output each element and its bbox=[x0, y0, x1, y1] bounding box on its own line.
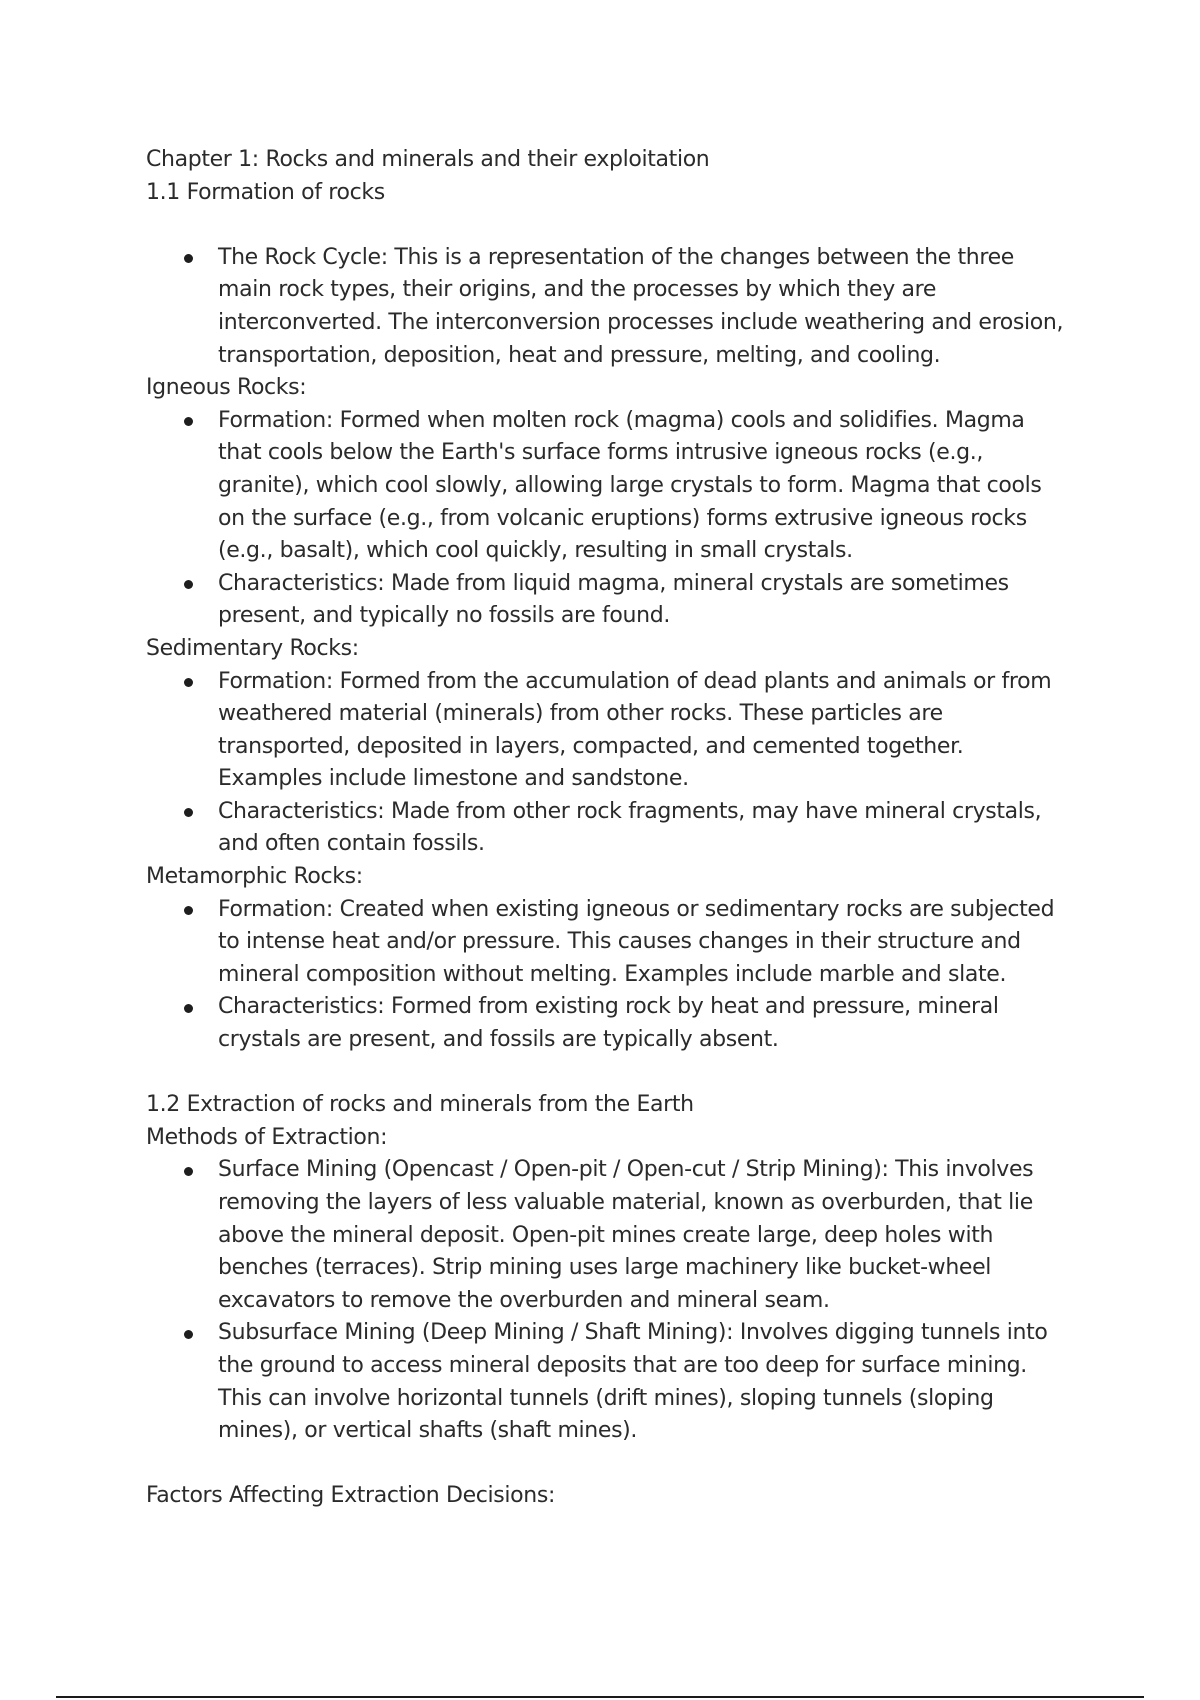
sedimentary-characteristics-item: Characteristics: Made from other rock fragments, may have mineral crystals, and often contain fossils. bbox=[218, 796, 1066, 861]
sedimentary-heading: Sedimentary Rocks: bbox=[146, 635, 359, 661]
extraction-methods-list bbox=[146, 1154, 1066, 1447]
spacer bbox=[146, 1448, 1066, 1481]
section-1-2-heading: 1.2 Extraction of rocks and minerals from the Earth bbox=[146, 1092, 694, 1118]
igneous-heading: Igneous Rocks: bbox=[146, 375, 307, 401]
spacer bbox=[146, 1057, 1066, 1090]
rock-cycle-list bbox=[146, 242, 1066, 372]
metamorphic-formation-item: Formation: Created when existing igneous or sedimentary rocks are subjected to intense heat and/or pressure. This causes changes in their structure and mineral composition without melting. Examples include marble and slate. bbox=[218, 894, 1066, 992]
metamorphic-characteristics-item: Characteristics: Formed from existing rock by heat and pressure, mineral crystals are present, and fossils are typically absent. bbox=[218, 991, 1066, 1056]
igneous-formation-item: Formation: Formed when molten rock (magma) cools and solidifies. Magma that cools below the Earth's surface forms intrusive igneous rocks (e.g., granite), which cool slowly, allowing large crystals to form. Magma that cools on the surface (e.g., from volcanic eruptions) forms extrusive igneous rocks (e.g., basalt), which cool quickly, resulting in small crystals. bbox=[218, 405, 1066, 568]
section-1-1-heading: 1.1 Formation of rocks bbox=[146, 179, 385, 205]
igneous-list bbox=[146, 405, 1066, 633]
surface-mining-item: Surface Mining (Opencast / Open-pit / Open-cut / Strip Mining): This involves removing the layers of less valuable material, known as overburden, that lie above the mineral deposit. Open-pit mines create large, deep holes with benches (terraces). Strip mining uses large machinery like bucket-wheel excavators to remove the overburden and mineral seam. bbox=[218, 1154, 1066, 1317]
factors-heading: Factors Affecting Extraction Decisions: bbox=[146, 1483, 556, 1509]
subsurface-mining-item: Subsurface Mining (Deep Mining / Shaft Mining): Involves digging tunnels into the ground to access mineral deposits that are too deep for surface mining. This can involve horizontal tunnels (drift mines), sloping tunnels (sloping mines), or vertical shafts (shaft mines). bbox=[218, 1317, 1066, 1447]
sedimentary-list bbox=[146, 666, 1066, 862]
metamorphic-list bbox=[146, 894, 1066, 1057]
spacer bbox=[146, 209, 1066, 242]
igneous-characteristics-item: Characteristics: Made from liquid magma, mineral crystals are sometimes present, and typically no fossils are found. bbox=[218, 568, 1066, 633]
document-page bbox=[146, 144, 1066, 1513]
sedimentary-formation-item: Formation: Formed from the accumulation of dead plants and animals or from weathered material (minerals) from other rocks. These particles are transported, deposited in layers, compacted, and cemented together. Examples include limestone and sandstone. bbox=[218, 666, 1066, 796]
metamorphic-heading: Metamorphic Rocks: bbox=[146, 864, 363, 890]
chapter-title: Chapter 1: Rocks and minerals and their exploitation bbox=[146, 147, 710, 172]
rock-cycle-item: The Rock Cycle: This is a representation of the changes between the three main rock types, their origins, and the processes by which they are interconverted. The interconversion processes include weathering and erosion, transportation, deposition, heat and pressure, melting, and cooling. bbox=[218, 242, 1066, 372]
page-bottom-rule bbox=[56, 1696, 1144, 1698]
methods-heading: Methods of Extraction: bbox=[146, 1124, 388, 1150]
